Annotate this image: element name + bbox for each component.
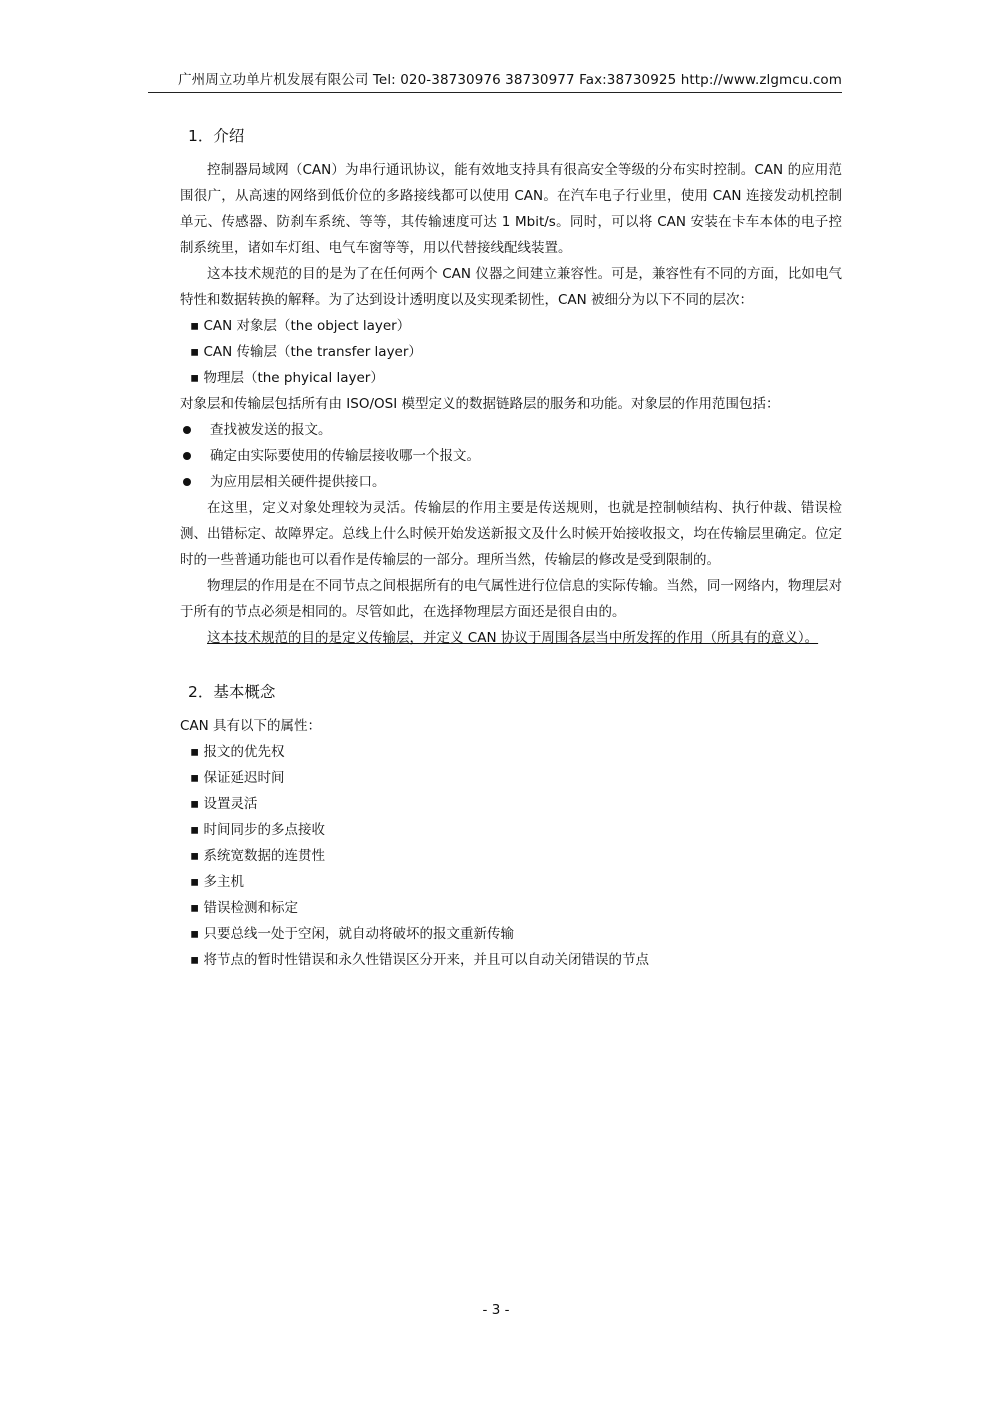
property-item: ▪ 报文的优先权 (190, 744, 285, 760)
section-2-title: 2．基本概念 (188, 683, 276, 701)
bullet-dot-icon (183, 478, 191, 486)
layer-item-object: ▪ CAN 对象层（the object layer） (190, 318, 411, 334)
property-item: ▪ 将节点的暂时性错误和永久性错误区分开来，并且可以自动关闭错误的节点 (190, 952, 649, 968)
bullet-dot-icon (183, 426, 191, 434)
object-layer-item (180, 417, 842, 443)
property-item: ▪ 时间同步的多点接收 (190, 822, 325, 838)
page-content (180, 117, 842, 973)
section-1-paragraph-2: 这本技术规范的目的是为了在任何两个 CAN 仪器之间建立兼容性。可是，兼容性有不同的方面，比如电气特性和数据转换的解释。为了达到设计透明度以及实现柔韧性，CAN 被细分为以下不同的层次： (180, 266, 842, 308)
object-layer-item (180, 469, 842, 495)
property-item: ▪ 错误检测和标定 (190, 900, 298, 916)
section-1-paragraph-3: 对象层和传输层包括所有由 ISO/OSI 模型定义的数据链路层的服务和功能。对象层的作用范围包括： (180, 396, 780, 412)
section-1-paragraph-4: 在这里，定义对象处理较为灵活。传输层的作用主要是传送规则，也就是控制帧结构、执行仲裁、错误检测、出错标定、故障界定。总线上什么时候开始发送新报文及什么时候开始接收报文，均在传输层里确定。位定时的一些普通功能也可以看作是传输层的一部分。理所当然，传输层的修改是受到限制的。 (180, 500, 842, 568)
section-1-paragraph-1: 控制器局域网（CAN）为串行通讯协议，能有效地支持具有很高安全等级的分布实时控制。CAN 的应用范围很广，从高速的网络到低价位的多路接线都可以使用 CAN。在汽车电子行业里，使用 CAN 连接发动机控制单元、传感器、防刹车系统、等等，其传输速度可达 1 Mbit/s。同时，可以将 CAN 安装在卡车本体的电子控制系统里，诸如车灯组、电气车窗等等，用以代替接线配线装置。 (180, 162, 842, 256)
section-1-title: 1．介绍 (188, 127, 245, 145)
section-2-intro: CAN 具有以下的属性： (180, 718, 322, 734)
property-item: ▪ 保证延迟时间 (190, 770, 285, 786)
object-layer-list (180, 417, 842, 495)
section-1-paragraph-6: 这本技术规范的目的是定义传输层，并定义 CAN 协议于周围各层当中所发挥的作用（所具有的意义）。 (207, 630, 819, 646)
page-number: - 3 - (482, 1302, 510, 1318)
layer-item-transfer: ▪ CAN 传输层（the transfer layer） (190, 344, 422, 360)
layer-list (180, 313, 842, 391)
page-header: 广州周立功单片机发展有限公司 Tel: 020-38730976 38730977 Fax:38730925 http://www.zlgmcu.com (148, 70, 842, 93)
section-1-paragraph-5: 物理层的作用是在不同节点之间根据所有的电气属性进行位信息的实际传输。当然，同一网络内，物理层对于所有的节点必须是相同的。尽管如此，在选择物理层方面还是很自由的。 (180, 578, 842, 620)
property-item: ▪ 只要总线一处于空闲，就自动将破坏的报文重新传输 (190, 926, 514, 942)
section-spacer (180, 651, 842, 673)
object-layer-item (180, 443, 842, 469)
layer-item-physical: ▪ 物理层（the phyical layer） (190, 370, 384, 386)
bullet-dot-icon (183, 452, 191, 460)
object-layer-item-text: 查找被发送的报文。 (210, 422, 332, 438)
property-list (180, 739, 842, 973)
object-layer-item-text: 确定由实际要使用的传输层接收哪一个报文。 (210, 448, 480, 464)
property-item: ▪ 多主机 (190, 874, 244, 890)
property-item: ▪ 系统宽数据的连贯性 (190, 848, 325, 864)
property-item: ▪ 设置灵活 (190, 796, 258, 812)
object-layer-item-text: 为应用层相关硬件提供接口。 (210, 474, 386, 490)
